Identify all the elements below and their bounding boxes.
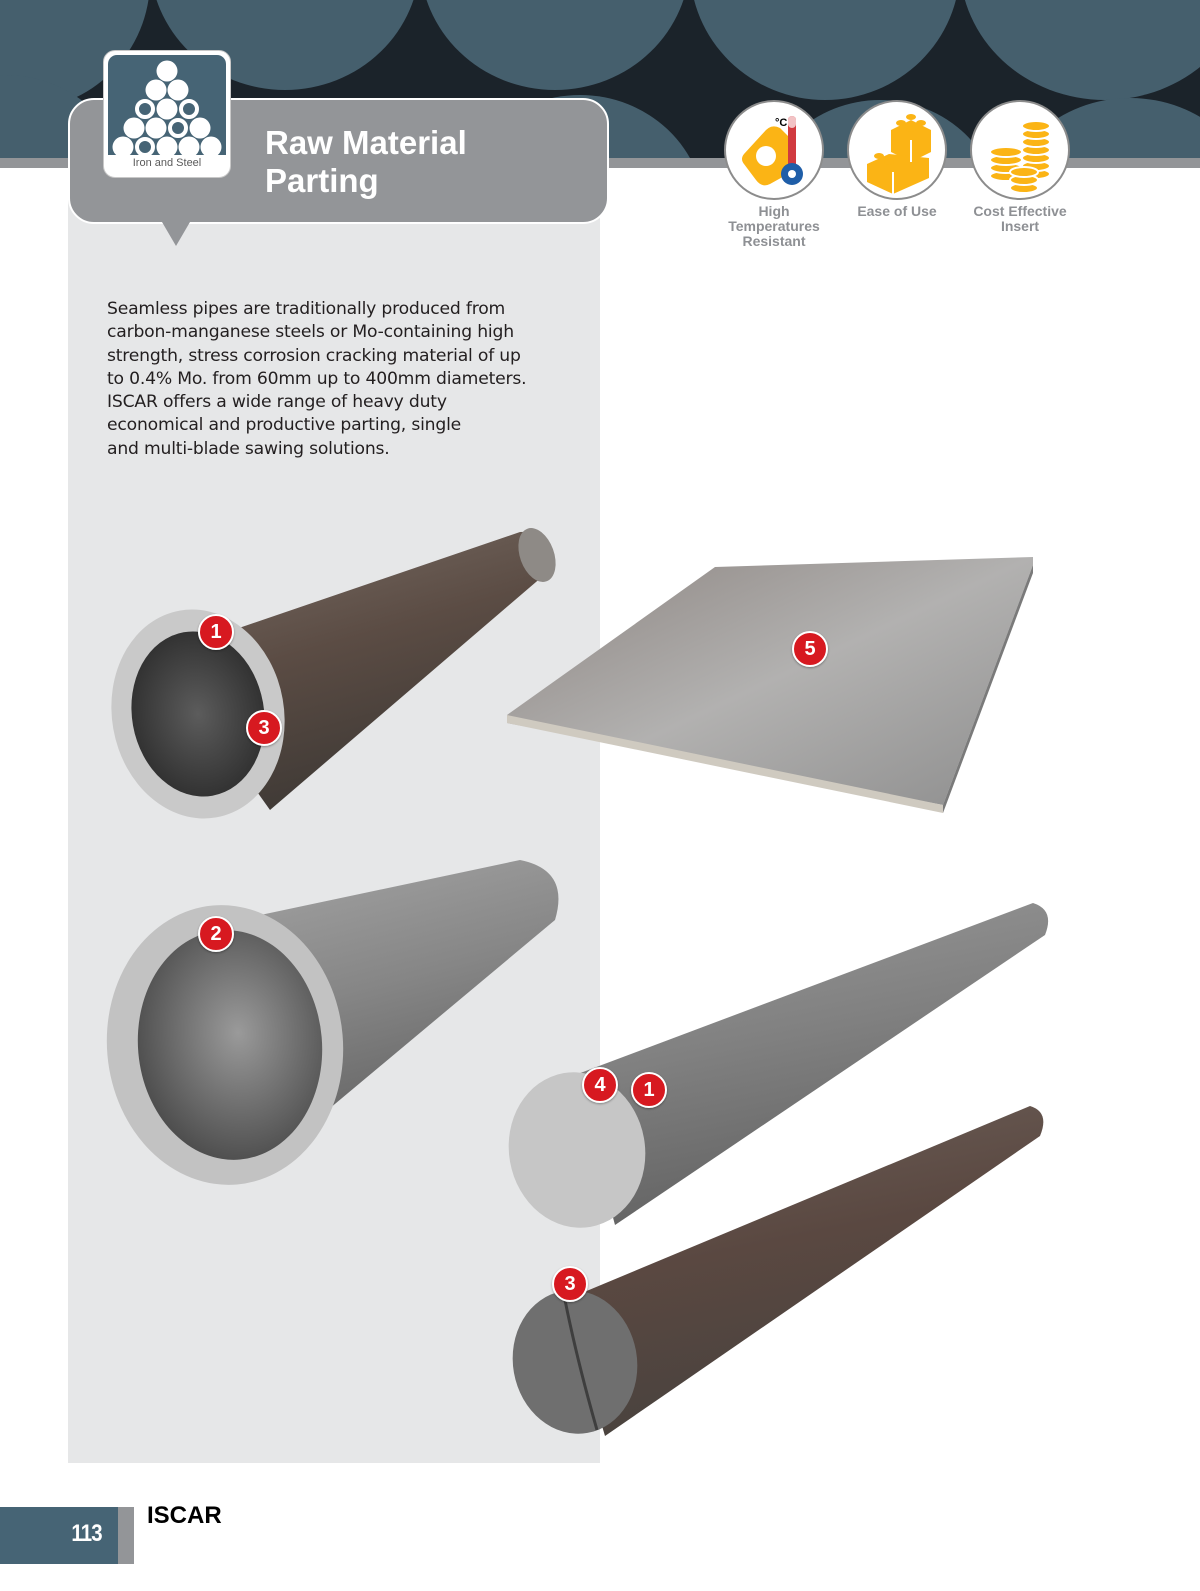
badge-2: 2 [198, 916, 234, 952]
page-number: 113 [71, 1520, 102, 1547]
rusty-pipe-image [100, 510, 570, 830]
title-bubble-tail [162, 222, 190, 246]
category-label: Iron and Steel [132, 157, 202, 169]
page-number-box [0, 1507, 118, 1564]
feature-high-temperature: °C High Temperatures Resistant [719, 100, 829, 249]
rusty-round-bar-image [505, 1100, 1055, 1440]
building-blocks-icon [847, 100, 947, 200]
title-line-1: Raw Material [265, 124, 467, 161]
brand-name: ISCAR [147, 1502, 222, 1529]
page-title [265, 124, 467, 200]
bright-pipe-image [100, 850, 570, 1190]
badge-3: 3 [552, 1266, 588, 1302]
coin-stacks-icon [970, 100, 1070, 200]
title-line-2: Parting [265, 162, 379, 199]
badge-4: 4 [582, 1067, 618, 1103]
steel-plate-image [505, 555, 1040, 820]
feature-cost-effective: Cost Effective Insert [965, 100, 1075, 234]
high-temperature-insert-icon [724, 100, 824, 200]
feature-ease-of-use: Ease of Use [842, 100, 952, 219]
badge-1: 1 [198, 614, 234, 650]
svg-text:°C: °C [775, 117, 788, 129]
badge-5: 5 [792, 631, 828, 667]
badge-3: 3 [246, 710, 282, 746]
badge-1: 1 [631, 1072, 667, 1108]
category-logo [103, 50, 231, 178]
description: Seamless pipes are traditionally produced from carbon-manganese steels or Mo-containing high strength, stress corrosion cracking material of up to 0.4% Mo. from 60mm up to 400mm diameters. ISCAR offers a wide range of heavy duty economical and productive parting, single and multi-blade sawing solutions. [107, 299, 527, 459]
stacked-bars-pyramid-icon [108, 55, 226, 155]
footer-accent [118, 1507, 134, 1564]
